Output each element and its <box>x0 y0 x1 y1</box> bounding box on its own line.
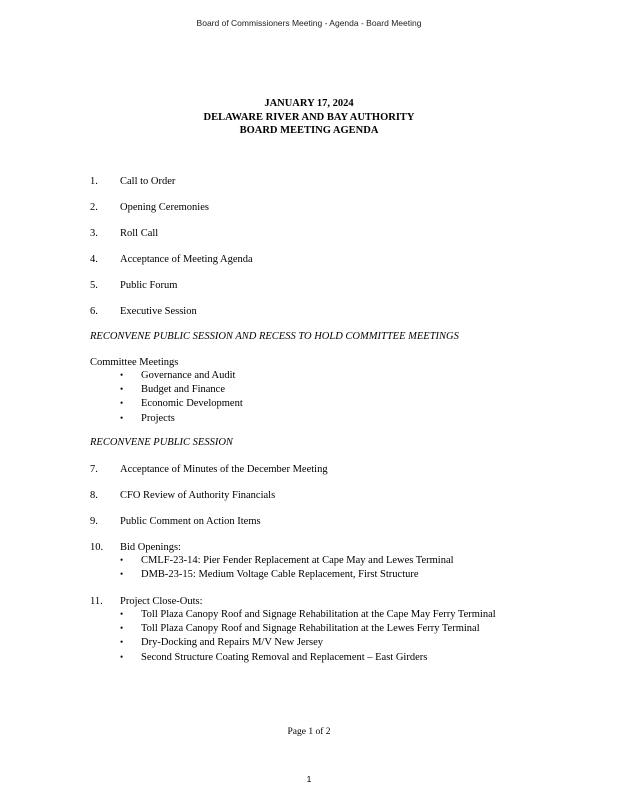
item-text: Roll Call <box>120 228 159 239</box>
item-number: 9. <box>90 516 98 527</box>
reconvene-heading-public: RECONVENE PUBLIC SESSION <box>90 437 233 448</box>
item-number: 7. <box>90 464 98 475</box>
agenda-subtitle: BOARD MEETING AGENDA <box>239 125 379 136</box>
item-text: Acceptance of Minutes of the December Meeting <box>120 464 328 475</box>
bullet-icon: • <box>120 412 124 423</box>
meeting-date: JANUARY 17, 2024 <box>264 98 354 109</box>
agenda-title-block <box>0 97 618 138</box>
item-number: 2. <box>90 202 98 213</box>
item-text: CFO Review of Authority Financials <box>120 490 276 501</box>
item-number: 3. <box>90 228 98 239</box>
page-footer: Page 1 of 2 <box>287 727 331 737</box>
bullet-icon: • <box>120 384 124 395</box>
bullet-icon: • <box>120 623 124 634</box>
item-text: Executive Session <box>120 306 197 317</box>
item-text: Public Comment on Action Items <box>120 516 261 527</box>
page-number: 1 <box>306 774 312 784</box>
bullet-icon: • <box>120 569 124 580</box>
item-text: Project Close-Outs: <box>120 596 203 607</box>
bullet-icon: • <box>120 370 124 380</box>
item-text: Opening Ceremonies <box>120 202 209 213</box>
item-number: 1. <box>90 176 98 187</box>
item-number: 5. <box>90 280 98 291</box>
bullet-icon: • <box>120 555 124 565</box>
item-number: 8. <box>90 490 98 501</box>
item-text: Acceptance of Meeting Agenda <box>120 254 253 265</box>
bullet-icon: • <box>120 609 124 619</box>
bullet-icon: • <box>120 398 124 409</box>
item-text: Call to Order <box>120 176 176 187</box>
bullet-icon: • <box>120 637 124 648</box>
item-number: 10. <box>90 542 104 553</box>
item-number: 6. <box>90 306 98 317</box>
item-number: 4. <box>90 254 98 265</box>
committee-meetings-label: Committee Meetings <box>90 357 179 368</box>
item-number: 11. <box>90 596 103 607</box>
organization-name: DELAWARE RIVER AND BAY AUTHORITY <box>203 111 415 123</box>
bullet-icon: • <box>120 651 124 662</box>
running-header: Board of Commissioners Meeting - Agenda - Board Meeting <box>196 18 422 28</box>
item-text: Bid Openings: <box>120 542 181 553</box>
item-text: Public Forum <box>120 280 178 291</box>
reconvene-heading-committees: RECONVENE PUBLIC SESSION AND RECESS TO HOLD COMMITTEE MEETINGS <box>90 331 459 342</box>
